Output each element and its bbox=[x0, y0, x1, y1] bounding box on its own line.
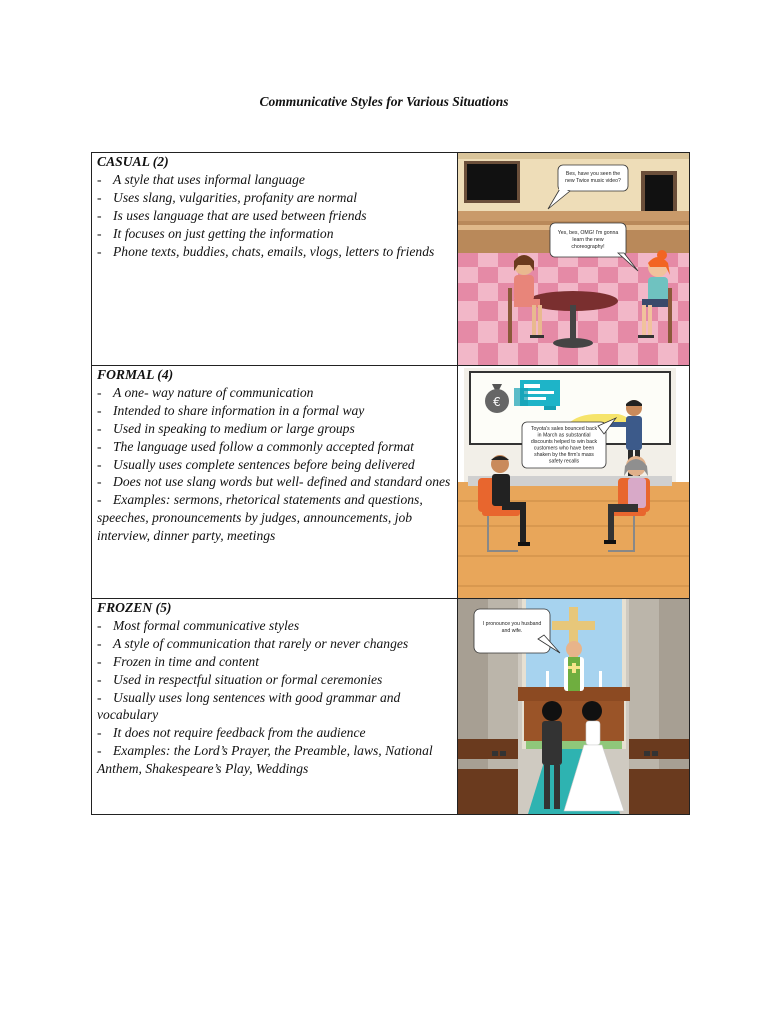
table-row-frozen bbox=[92, 599, 690, 815]
bullet-text: Usually uses complete sentences before being delivered bbox=[113, 456, 415, 472]
formal-meeting-illustration bbox=[458, 366, 689, 598]
list-item bbox=[97, 438, 453, 456]
euro-symbol: € bbox=[493, 395, 501, 409]
bubble-1-line-6: safety recalls bbox=[548, 458, 580, 465]
bullet-text: Frozen in time and content bbox=[113, 653, 259, 669]
formal-picture-cell bbox=[458, 366, 690, 599]
bubble-1-line-2: and wife. bbox=[501, 628, 523, 634]
bubble-1-line-4: customers who have been bbox=[533, 445, 595, 452]
bullet-text: Does not use slang words but well- defined and standard ones bbox=[113, 474, 451, 490]
page-title: Communicative Styles for Various Situations bbox=[259, 94, 509, 109]
list-item bbox=[97, 402, 453, 420]
bullet-text: Used in respectful situation or formal ceremonies bbox=[113, 671, 383, 687]
bullet-text: Used in speaking to medium or large groups bbox=[113, 420, 355, 436]
dash-marker: - bbox=[97, 492, 102, 508]
frozen-bullet-list bbox=[97, 617, 453, 778]
dash-marker: - bbox=[97, 671, 102, 687]
casual-bullet-list bbox=[97, 171, 453, 261]
casual-text-cell bbox=[92, 153, 458, 366]
list-item bbox=[97, 243, 453, 261]
list-item bbox=[97, 473, 453, 491]
list-item bbox=[97, 742, 453, 778]
speech-bubble-1 bbox=[474, 609, 560, 653]
dash-marker: - bbox=[97, 243, 102, 259]
bullet-text: Examples: the Lord’s Prayer, the Preamble, laws, National Anthem, Shakespeare’s Play, Weddings bbox=[97, 743, 433, 777]
bullet-text: Is uses language that are used between friends bbox=[113, 207, 367, 223]
dash-marker: - bbox=[97, 207, 102, 223]
bullet-text: A one- way nature of communication bbox=[113, 384, 314, 400]
bubble-1-line-1: Toyota's sales bounced back bbox=[530, 426, 598, 432]
bubble-1-line-1: I pronounce you husband bbox=[482, 621, 542, 627]
list-item bbox=[97, 225, 453, 243]
bullet-text: It focuses on just getting the information bbox=[113, 225, 334, 241]
bullet-text: Usually uses long sentences with good grammar and vocabulary bbox=[97, 689, 401, 723]
list-item bbox=[97, 689, 453, 725]
casual-cafe-illustration bbox=[458, 153, 689, 365]
table-row-formal bbox=[92, 366, 690, 599]
bullet-text: The language used follow a commonly accepted format bbox=[113, 438, 414, 454]
list-item bbox=[97, 724, 453, 742]
speech-bubble-1 bbox=[522, 418, 616, 468]
dash-marker: - bbox=[97, 617, 102, 633]
dash-marker: - bbox=[97, 225, 102, 241]
casual-picture-cell bbox=[458, 153, 690, 366]
dash-marker: - bbox=[97, 635, 102, 651]
dash-marker: - bbox=[97, 189, 102, 205]
bubble-1-line-1: Bes, have you seen the bbox=[565, 171, 621, 177]
dash-marker: - bbox=[97, 474, 102, 490]
list-item bbox=[97, 207, 453, 225]
bullet-text: Examples: sermons, rhetorical statements and questions, speeches, pronouncements by judges, announcements, job interview, dinner party, meetings bbox=[97, 492, 423, 544]
casual-heading: CASUAL (2) bbox=[97, 154, 169, 169]
bullet-text: Phone texts, buddies, chats, emails, vlogs, letters to friends bbox=[113, 243, 435, 259]
bubble-2-line-1: Yes, bes, OMG! I'm gonna bbox=[557, 230, 619, 236]
list-item bbox=[97, 653, 453, 671]
dash-marker: - bbox=[97, 689, 102, 705]
formal-heading: FORMAL (4) bbox=[97, 367, 174, 382]
priest-figure bbox=[564, 641, 584, 691]
bullet-text: A style that uses informal language bbox=[113, 171, 305, 187]
frozen-heading: FROZEN (5) bbox=[97, 600, 172, 615]
bullet-text: Intended to share information in a formal way bbox=[113, 402, 365, 418]
bubble-1-line-2: in March as substantial bbox=[537, 432, 591, 439]
dash-marker: - bbox=[97, 402, 102, 418]
formal-bullet-list bbox=[97, 384, 453, 545]
frozen-picture-cell bbox=[458, 599, 690, 815]
bullet-text: A style of communication that rarely or never changes bbox=[113, 635, 409, 651]
dash-marker: - bbox=[97, 456, 102, 472]
bubble-1-line-2: new Twice music video? bbox=[565, 178, 621, 184]
styles-table bbox=[91, 152, 690, 815]
dash-marker: - bbox=[97, 420, 102, 436]
bubble-2-line-3: choreography! bbox=[571, 244, 605, 250]
bubble-1-line-5: shaken by the firm's mass bbox=[534, 452, 594, 458]
frozen-wedding-illustration bbox=[458, 599, 689, 814]
formal-text-cell bbox=[92, 366, 458, 599]
dash-marker: - bbox=[97, 743, 102, 759]
dash-marker: - bbox=[97, 171, 102, 187]
bullet-text: Most formal communicative styles bbox=[113, 617, 300, 633]
list-item bbox=[97, 617, 453, 635]
bubble-1-line-3: discounts helped to win back bbox=[530, 439, 598, 445]
dash-marker: - bbox=[97, 725, 102, 741]
bullet-text: Uses slang, vulgarities, profanity are normal bbox=[113, 189, 358, 205]
list-item bbox=[97, 671, 453, 689]
list-item bbox=[97, 189, 453, 207]
list-item bbox=[97, 491, 453, 545]
dash-marker: - bbox=[97, 438, 102, 454]
table-row-casual bbox=[92, 153, 690, 366]
list-item bbox=[97, 635, 453, 653]
list-item bbox=[97, 384, 453, 402]
list-item bbox=[97, 420, 453, 438]
dash-marker: - bbox=[97, 653, 102, 669]
list-item bbox=[97, 171, 453, 189]
list-item bbox=[97, 456, 453, 474]
frozen-text-cell bbox=[92, 599, 458, 815]
bubble-2-line-2: learn the new bbox=[572, 237, 604, 243]
dash-marker: - bbox=[97, 384, 102, 400]
bullet-text: It does not require feedback from the audience bbox=[113, 725, 366, 741]
